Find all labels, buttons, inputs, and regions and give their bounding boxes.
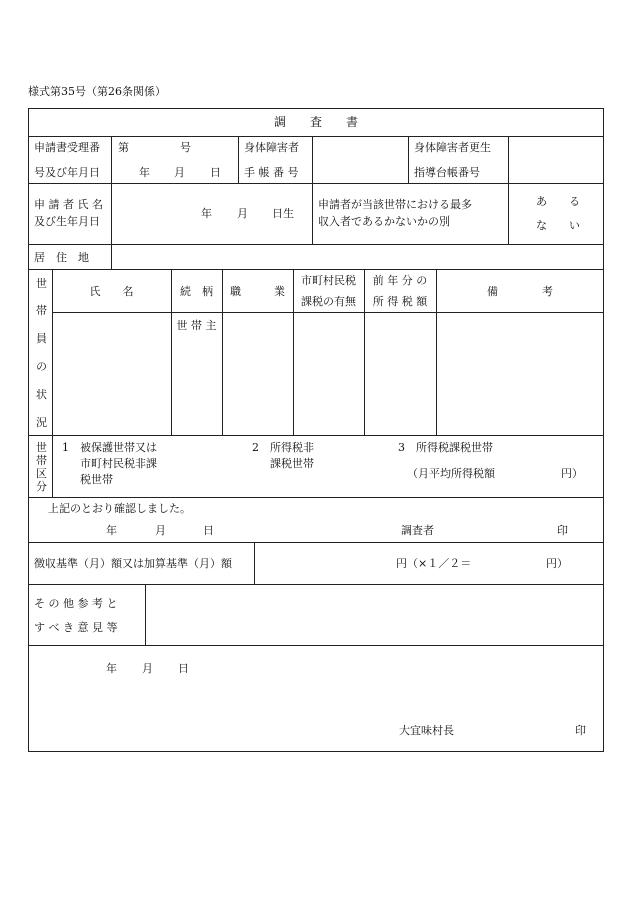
rule [111, 244, 112, 269]
receipt-day: 日 [210, 166, 221, 179]
mayor-seal: 印 [575, 724, 586, 737]
option-nai: な い [536, 219, 580, 232]
col-name-header: 氏 名 [89, 285, 134, 298]
birth-day: 日生 [272, 207, 294, 220]
rule [111, 136, 112, 183]
col-relation-header: 続 柄 [180, 285, 213, 298]
top-earner-question-line2: 収入者であるかないかの別 [318, 215, 450, 228]
category-opt3-num: 3 [398, 441, 405, 454]
category-opt1-line1: 被保護世帯又は [80, 441, 157, 454]
handbook-label-line1: 身体障害者 [244, 141, 299, 154]
rule [293, 269, 294, 435]
category-opt1-line2: 市町村民税非課 [80, 457, 157, 470]
col-income-header-line1: 前 年 分 の [372, 274, 428, 287]
footer-year: 年 [106, 662, 117, 675]
rule [28, 497, 604, 498]
investigator-seal: 印 [557, 524, 568, 537]
standard-value-right: 円） [546, 557, 568, 570]
household-side-5: 状 [36, 388, 47, 401]
category-side-3: 区 [36, 467, 47, 480]
confirm-day: 日 [203, 524, 214, 537]
birth-year: 年 [201, 207, 212, 220]
footer-day: 日 [178, 662, 189, 675]
category-opt1-line3: 税世帯 [80, 473, 113, 486]
confirm-text: 上記のとおり確認しました。 [48, 502, 191, 515]
rehab-label-line1: 身体障害者更生 [414, 141, 491, 154]
rule [312, 183, 313, 244]
rule [28, 183, 604, 184]
rule [508, 183, 509, 244]
category-side-1: 世 [36, 441, 47, 454]
handbook-label-line2: 手 帳 番 号 [244, 166, 299, 179]
rule [312, 136, 313, 183]
rehab-label-line2: 指導台帳番号 [414, 166, 480, 179]
applicant-label-line1: 申 請 者 氏 名 [34, 198, 103, 211]
rule [28, 269, 604, 270]
rule [111, 183, 112, 244]
rule [145, 584, 146, 645]
other-label-line1: そ の 他 参 考 と [34, 597, 118, 610]
form-title: 調 査 書 [273, 115, 358, 129]
rule [28, 584, 604, 585]
confirm-month: 月 [155, 524, 166, 537]
household-side-2: 帯 [36, 304, 47, 317]
rule [28, 542, 604, 543]
standard-value-left: 円（×１／２＝ [396, 557, 472, 570]
household-side-1: 世 [36, 277, 47, 290]
col-tax-header-line2: 課税の有無 [301, 295, 356, 308]
top-earner-question-line1: 申請者が当該世帯における最多 [318, 198, 472, 211]
other-label-line2: す べ き 意 見 等 [34, 621, 118, 634]
category-opt2-line2: 課税世帯 [270, 457, 314, 470]
household-side-6: 況 [36, 416, 47, 429]
rule [28, 645, 604, 646]
category-opt3-line2: （月平均所得税額 円） [407, 467, 583, 480]
col-income-header-line2: 所 得 税 額 [372, 295, 428, 308]
household-side-4: の [36, 360, 47, 373]
confirm-year: 年 [106, 524, 117, 537]
survey-form-frame [28, 108, 604, 752]
head-of-household-cell: 世 帯 主 [176, 319, 217, 332]
category-opt1-num: 1 [62, 441, 69, 454]
rule [364, 269, 365, 435]
rule [28, 435, 604, 436]
standard-label: 徴収基準（月）額又は加算基準（月）額 [34, 557, 232, 570]
receipt-month: 月 [174, 166, 185, 179]
category-opt2-num: 2 [252, 441, 259, 454]
category-opt2-line1: 所得税非 [270, 441, 314, 454]
category-side-4: 分 [36, 480, 47, 493]
receipt-label-line2: 号及び年月日 [34, 166, 100, 179]
col-remarks-header: 備 考 [487, 285, 553, 298]
applicant-label-line2: 及び生年月日 [34, 215, 100, 228]
residence-label: 居 住 地 [34, 251, 89, 264]
rule [254, 542, 255, 584]
receipt-label-line1: 申請書受理番 [34, 141, 100, 154]
investigator-label: 調査者 [401, 524, 434, 537]
receipt-go: 号 [180, 141, 191, 154]
rule [52, 435, 53, 497]
rule [52, 312, 604, 313]
receipt-dai: 第 [118, 141, 129, 154]
birth-month: 月 [237, 207, 248, 220]
rule [508, 136, 509, 183]
option-aru: あ る [536, 195, 580, 208]
rule [408, 136, 409, 183]
rule [28, 136, 604, 137]
category-side-2: 帯 [36, 454, 47, 467]
household-side-3: 員 [36, 332, 47, 345]
receipt-year: 年 [139, 166, 150, 179]
category-opt3-line1: 所得税課税世帯 [416, 441, 493, 454]
rule [28, 244, 604, 245]
footer-month: 月 [142, 662, 153, 675]
form-number: 様式第35号（第26条関係） [28, 85, 166, 98]
mayor-title: 大宜味村長 [399, 724, 454, 737]
col-job-header: 職 業 [230, 285, 285, 298]
rule [238, 136, 239, 183]
col-tax-header-line1: 市町村民税 [301, 274, 356, 287]
